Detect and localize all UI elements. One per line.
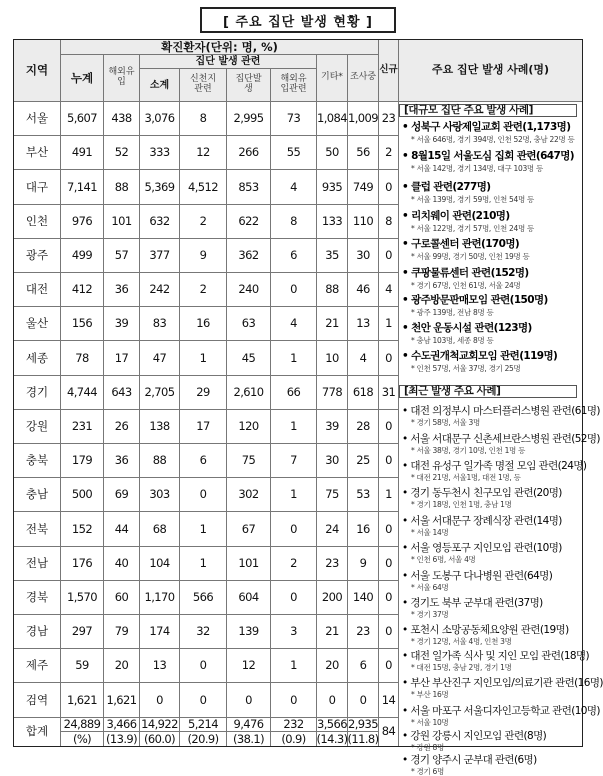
value-cell: 778 [317,376,348,410]
value-cell: 632 [140,205,180,239]
case-detail: * 서울 646명, 경기 394명, 인천 52명, 충남 22명 등 [411,135,575,144]
value-cell: 4 [348,341,379,375]
value-cell: 60 [104,581,140,615]
value-cell: 20 [317,649,348,683]
value-cell: 88 [317,273,348,307]
value-cell: 50 [317,136,348,170]
value-cell: 8 [271,205,317,239]
total-percent: (38.1) [227,732,271,746]
value-cell: 83 [140,307,180,341]
value-cell: 36 [104,444,140,478]
value-cell: 78 [61,341,104,375]
header-investigating: 조사중 [348,55,379,102]
value-cell: 643 [104,376,140,410]
value-cell: 47 [140,341,180,375]
total-value: 3,466 [104,718,140,732]
case-item: • 서울 서대문구 신촌세브란스병원 관련(52명) [402,433,600,445]
value-cell: 73 [271,102,317,136]
value-cell: 1,621 [104,683,140,717]
case-detail: * 인천 57명, 서울 37명, 경기 25명 [411,364,521,373]
value-cell: 36 [104,273,140,307]
value-cell: 604 [227,581,271,615]
value-cell: 176 [61,547,104,581]
value-cell: 0 [180,683,227,717]
region-cell: 부산 [14,136,61,170]
region-cell: 충남 [14,478,61,512]
value-cell: 152 [61,512,104,546]
value-cell: 935 [317,170,348,204]
value-cell: 63 [227,307,271,341]
cases-column [399,94,603,776]
value-cell: 1 [180,547,227,581]
value-cell: 5,607 [61,102,104,136]
value-cell: 10 [317,341,348,375]
total-value: 9,476 [227,718,271,732]
value-cell: 2 [180,273,227,307]
value-cell: 46 [348,273,379,307]
value-cell: 2 [271,547,317,581]
case-item: • 수도권개척교회모임 관련(119명) [402,350,558,362]
value-cell: 412 [61,273,104,307]
value-cell: 30 [348,239,379,273]
case-detail: * 강원 8명 [411,743,444,752]
header-subtotal: 소계 [140,69,180,102]
region-cell: 경기 [14,376,61,410]
case-item: • 쿠팡물류센터 관련(152명) [402,267,529,279]
value-cell: 31 [379,376,399,410]
value-cell: 32 [180,615,227,649]
page-title: [ 주요 집단 발생 현황 ] [200,7,396,33]
case-detail: * 서울 142명, 경기 134명, 대구 103명 등 [411,164,543,173]
case-item: • 경기 양주시 군부대 관련(6명) [402,754,537,766]
case-item: • 포천시 소망공동체요양원 관련(19명) [402,624,569,636]
value-cell: 6 [180,444,227,478]
value-cell: 297 [61,615,104,649]
value-cell: 499 [61,239,104,273]
total-new: 84 [379,718,399,746]
header-other: 기타* [317,55,348,102]
header-group-related: 집단 발생 관련 [140,55,317,69]
value-cell: 59 [61,649,104,683]
value-cell: 0 [379,547,399,581]
value-cell: 67 [227,512,271,546]
value-cell: 17 [104,341,140,375]
value-cell: 749 [348,170,379,204]
case-detail: * 부산 16명 [411,690,449,699]
value-cell: 1 [271,649,317,683]
total-value: 232 [271,718,317,732]
value-cell: 0 [140,683,180,717]
case-detail: * 대전 15명, 충남 2명, 경기 1명 [411,663,512,672]
value-cell: 491 [61,136,104,170]
value-cell: 8 [180,102,227,136]
value-cell: 75 [227,444,271,478]
region-cell: 충북 [14,444,61,478]
region-cell: 대전 [14,273,61,307]
region-cell: 대구 [14,170,61,204]
value-cell: 2 [379,136,399,170]
header-overseas: 해외유입 [104,55,140,102]
case-detail: * 경기 67명, 인천 61명, 서울 24명 [411,281,521,290]
value-cell: 20 [104,649,140,683]
value-cell: 0 [379,410,399,444]
case-detail: * 충남 103명, 세종 8명 등 [411,336,494,345]
value-cell: 139 [227,615,271,649]
case-detail: * 서울 14명 [411,528,449,537]
case-item: • 광주방문판매모임 관련(150명) [402,294,548,306]
value-cell: 853 [227,170,271,204]
case-detail: * 대전 21명, 서울1명, 대전 1명, 등 [411,473,521,482]
value-cell: 110 [348,205,379,239]
region-cell: 검역 [14,683,61,717]
case-detail: * 서울 10명 [411,718,449,727]
value-cell: 16 [348,512,379,546]
value-cell: 438 [104,102,140,136]
total-percent: (20.9) [180,732,227,746]
value-cell: 377 [140,239,180,273]
value-cell: 4 [379,273,399,307]
case-item: • 강원 강릉시 지인모임 관련(8명) [402,730,547,742]
case-item: • 대전 유성구 일가족 명절 모임 관련(24명) [402,460,587,472]
value-cell: 79 [104,615,140,649]
value-cell: 21 [317,307,348,341]
value-cell: 1 [379,478,399,512]
value-cell: 28 [348,410,379,444]
case-item: • 서울 영등포구 지인모임 관련(10명) [402,542,562,554]
value-cell: 12 [180,136,227,170]
case-detail: * 서울 38명, 경기 10명, 인천 1명 등 [411,446,526,455]
value-cell: 39 [317,410,348,444]
value-cell: 120 [227,410,271,444]
value-cell: 1 [180,512,227,546]
case-item: • 천안 운동시설 관련(123명) [402,322,532,334]
value-cell: 3 [271,615,317,649]
total-percent: (0.9) [271,732,317,746]
case-item: • 경기 동두천시 친구모임 관련(20명) [402,487,562,499]
value-cell: 16 [180,307,227,341]
total-percent: (14.3) [316,731,348,746]
region-cell: 전남 [14,547,61,581]
case-item: • 구로콜센터 관련(170명) [402,238,520,250]
value-cell: 156 [61,307,104,341]
value-cell: 4,512 [180,170,227,204]
value-cell: 200 [317,581,348,615]
case-item: • 대전 의정부시 마스터플러스병원 관련(61명) [402,405,600,417]
value-cell: 303 [140,478,180,512]
case-item: • 대전 일가족 식사 및 지인 모임 관련(18명) [402,650,590,662]
value-cell: 6 [348,649,379,683]
value-cell: 138 [140,410,180,444]
value-cell: 9 [180,239,227,273]
value-cell: 55 [271,136,317,170]
value-cell: 618 [348,376,379,410]
value-cell: 0 [379,581,399,615]
region-cell: 강원 [14,410,61,444]
region-cell: 광주 [14,239,61,273]
case-detail: * 서울 139명, 경기 59명, 인천 54명 등 [411,195,534,204]
value-cell: 140 [348,581,379,615]
value-cell: 0 [180,649,227,683]
case-item: • 성북구 사랑제일교회 관련(1,173명) [402,121,571,133]
case-detail: * 경기 6명 [411,767,444,776]
case-item: • 경기도 북부 군부대 관련(37명) [402,597,543,609]
value-cell: 23 [379,102,399,136]
value-cell: 0 [348,683,379,717]
value-cell: 6 [271,239,317,273]
header-new: 신규 [379,40,399,102]
value-cell: 1,570 [61,581,104,615]
case-item: • 리치웨이 관련(210명) [402,210,510,222]
case-item: • 8월15일 서울도심 집회 관련(647명) [402,150,574,162]
value-cell: 302 [227,478,271,512]
value-cell: 44 [104,512,140,546]
total-value: 3,566 [317,716,347,731]
total-percent: (60.0) [140,732,180,746]
value-cell: 39 [104,307,140,341]
region-cell: 경남 [14,615,61,649]
value-cell: 1,009 [348,102,379,136]
value-cell: 242 [140,273,180,307]
value-cell: 1,084 [317,102,348,136]
value-cell: 500 [61,478,104,512]
region-cell: 전북 [14,512,61,546]
value-cell: 12 [227,649,271,683]
value-cell: 57 [104,239,140,273]
value-cell: 23 [348,615,379,649]
value-cell: 45 [227,341,271,375]
total-value: 14,922 [140,718,180,732]
value-cell: 75 [317,478,348,512]
value-cell: 40 [104,547,140,581]
case-detail: * 서울 64명 [411,583,449,592]
value-cell: 13 [348,307,379,341]
region-cell: 울산 [14,307,61,341]
case-item: • 서울 마포구 서울디자인고등학교 관련(10명) [402,705,600,717]
value-cell: 21 [317,615,348,649]
total-percent: (%) [61,732,104,746]
value-cell: 4 [271,307,317,341]
region-cell: 제주 [14,649,61,683]
value-cell: 0 [379,170,399,204]
value-cell: 14 [379,683,399,717]
value-cell: 1 [379,307,399,341]
value-cell: 88 [140,444,180,478]
total-label: 합계 [14,718,61,746]
region-cell: 세종 [14,341,61,375]
value-cell: 9 [348,547,379,581]
value-cell: 362 [227,239,271,273]
value-cell: 3,076 [140,102,180,136]
value-cell: 69 [104,478,140,512]
value-cell: 68 [140,512,180,546]
value-cell: 174 [140,615,180,649]
case-detail: * 서울 122명, 경기 57명, 인천 24명 등 [411,224,534,233]
total-value: 5,214 [180,718,227,732]
value-cell: 0 [180,478,227,512]
value-cell: 622 [227,205,271,239]
value-cell: 0 [379,341,399,375]
value-cell: 5,369 [140,170,180,204]
header-cases: 주요 집단 발생 사례(명) [399,40,582,102]
total-value: 24,889 [61,718,104,732]
value-cell: 88 [104,170,140,204]
value-cell: 0 [379,239,399,273]
value-cell: 56 [348,136,379,170]
case-detail: * 서울 99명, 경기 50명, 인천 19명 등 [411,252,530,261]
value-cell: 2,995 [227,102,271,136]
value-cell: 976 [61,205,104,239]
cluster-table [13,39,603,776]
value-cell: 7,141 [61,170,104,204]
value-cell: 17 [180,410,227,444]
value-cell: 0 [317,683,348,717]
value-cell: 2 [180,205,227,239]
value-cell: 0 [379,444,399,478]
header-confirmed: 확진환자(단위: 명, %) [61,40,379,55]
value-cell: 101 [104,205,140,239]
total-value: 2,935 [348,716,378,731]
case-detail: * 경기 37명 [411,610,449,619]
case-detail: * 광주 139명, 전남 8명 등 [411,308,494,317]
value-cell: 26 [104,410,140,444]
value-cell: 66 [271,376,317,410]
header-cluster: 집단발생 [227,69,271,102]
section-heading: [최근 발생 주요 사례] [399,385,577,398]
section-heading: [대규모 집단 주요 발생 사례] [399,104,577,117]
value-cell: 231 [61,410,104,444]
value-cell: 133 [317,205,348,239]
value-cell: 1 [271,410,317,444]
value-cell: 0 [271,273,317,307]
value-cell: 35 [317,239,348,273]
value-cell: 0 [271,683,317,717]
value-cell: 24 [317,512,348,546]
value-cell: 0 [271,512,317,546]
value-cell: 29 [180,376,227,410]
value-cell: 2,705 [140,376,180,410]
header-overseas-related: 해외유입관련 [271,69,317,102]
value-cell: 23 [317,547,348,581]
case-detail: * 인천 6명, 서울 4명 [411,555,476,564]
value-cell: 566 [180,581,227,615]
case-item: • 서울 도봉구 다나병원 관련(64명) [402,570,553,582]
header-new-group: 신천지관련 [180,69,227,102]
value-cell: 52 [104,136,140,170]
region-cell: 인천 [14,205,61,239]
value-cell: 179 [61,444,104,478]
value-cell: 0 [379,649,399,683]
header-region: 지역 [14,40,61,102]
value-cell: 25 [348,444,379,478]
region-cell: 서울 [14,102,61,136]
case-detail: * 경기 12명, 서울 4명, 인천 3명 [411,637,512,646]
value-cell: 0 [271,581,317,615]
value-cell: 4,744 [61,376,104,410]
value-cell: 240 [227,273,271,307]
case-item: • 서울 서대문구 장례식장 관련(14명) [402,515,562,527]
case-detail: * 경기 18명, 인천 1명, 충남 1명 [411,500,512,509]
total-percent: (13.9) [104,732,140,746]
value-cell: 30 [317,444,348,478]
value-cell: 101 [227,547,271,581]
value-cell: 266 [227,136,271,170]
value-cell: 1,621 [61,683,104,717]
value-cell: 1 [271,341,317,375]
value-cell: 53 [348,478,379,512]
case-item: • 부산 부산진구 지인모임/의료기관 관련(16명) [402,677,603,689]
total-percent: (11.8) [347,731,379,746]
region-cell: 경북 [14,581,61,615]
value-cell: 4 [271,170,317,204]
value-cell: 0 [227,683,271,717]
value-cell: 104 [140,547,180,581]
value-cell: 7 [271,444,317,478]
value-cell: 13 [140,649,180,683]
case-item: • 클럽 관련(277명) [402,181,491,193]
value-cell: 8 [379,205,399,239]
value-cell: 333 [140,136,180,170]
header-cumulative: 누계 [61,55,104,102]
value-cell: 1,170 [140,581,180,615]
value-cell: 0 [379,512,399,546]
value-cell: 0 [379,615,399,649]
case-detail: * 경기 58명, 서울 3명 [411,418,480,427]
value-cell: 1 [271,478,317,512]
value-cell: 2,610 [227,376,271,410]
value-cell: 1 [180,341,227,375]
